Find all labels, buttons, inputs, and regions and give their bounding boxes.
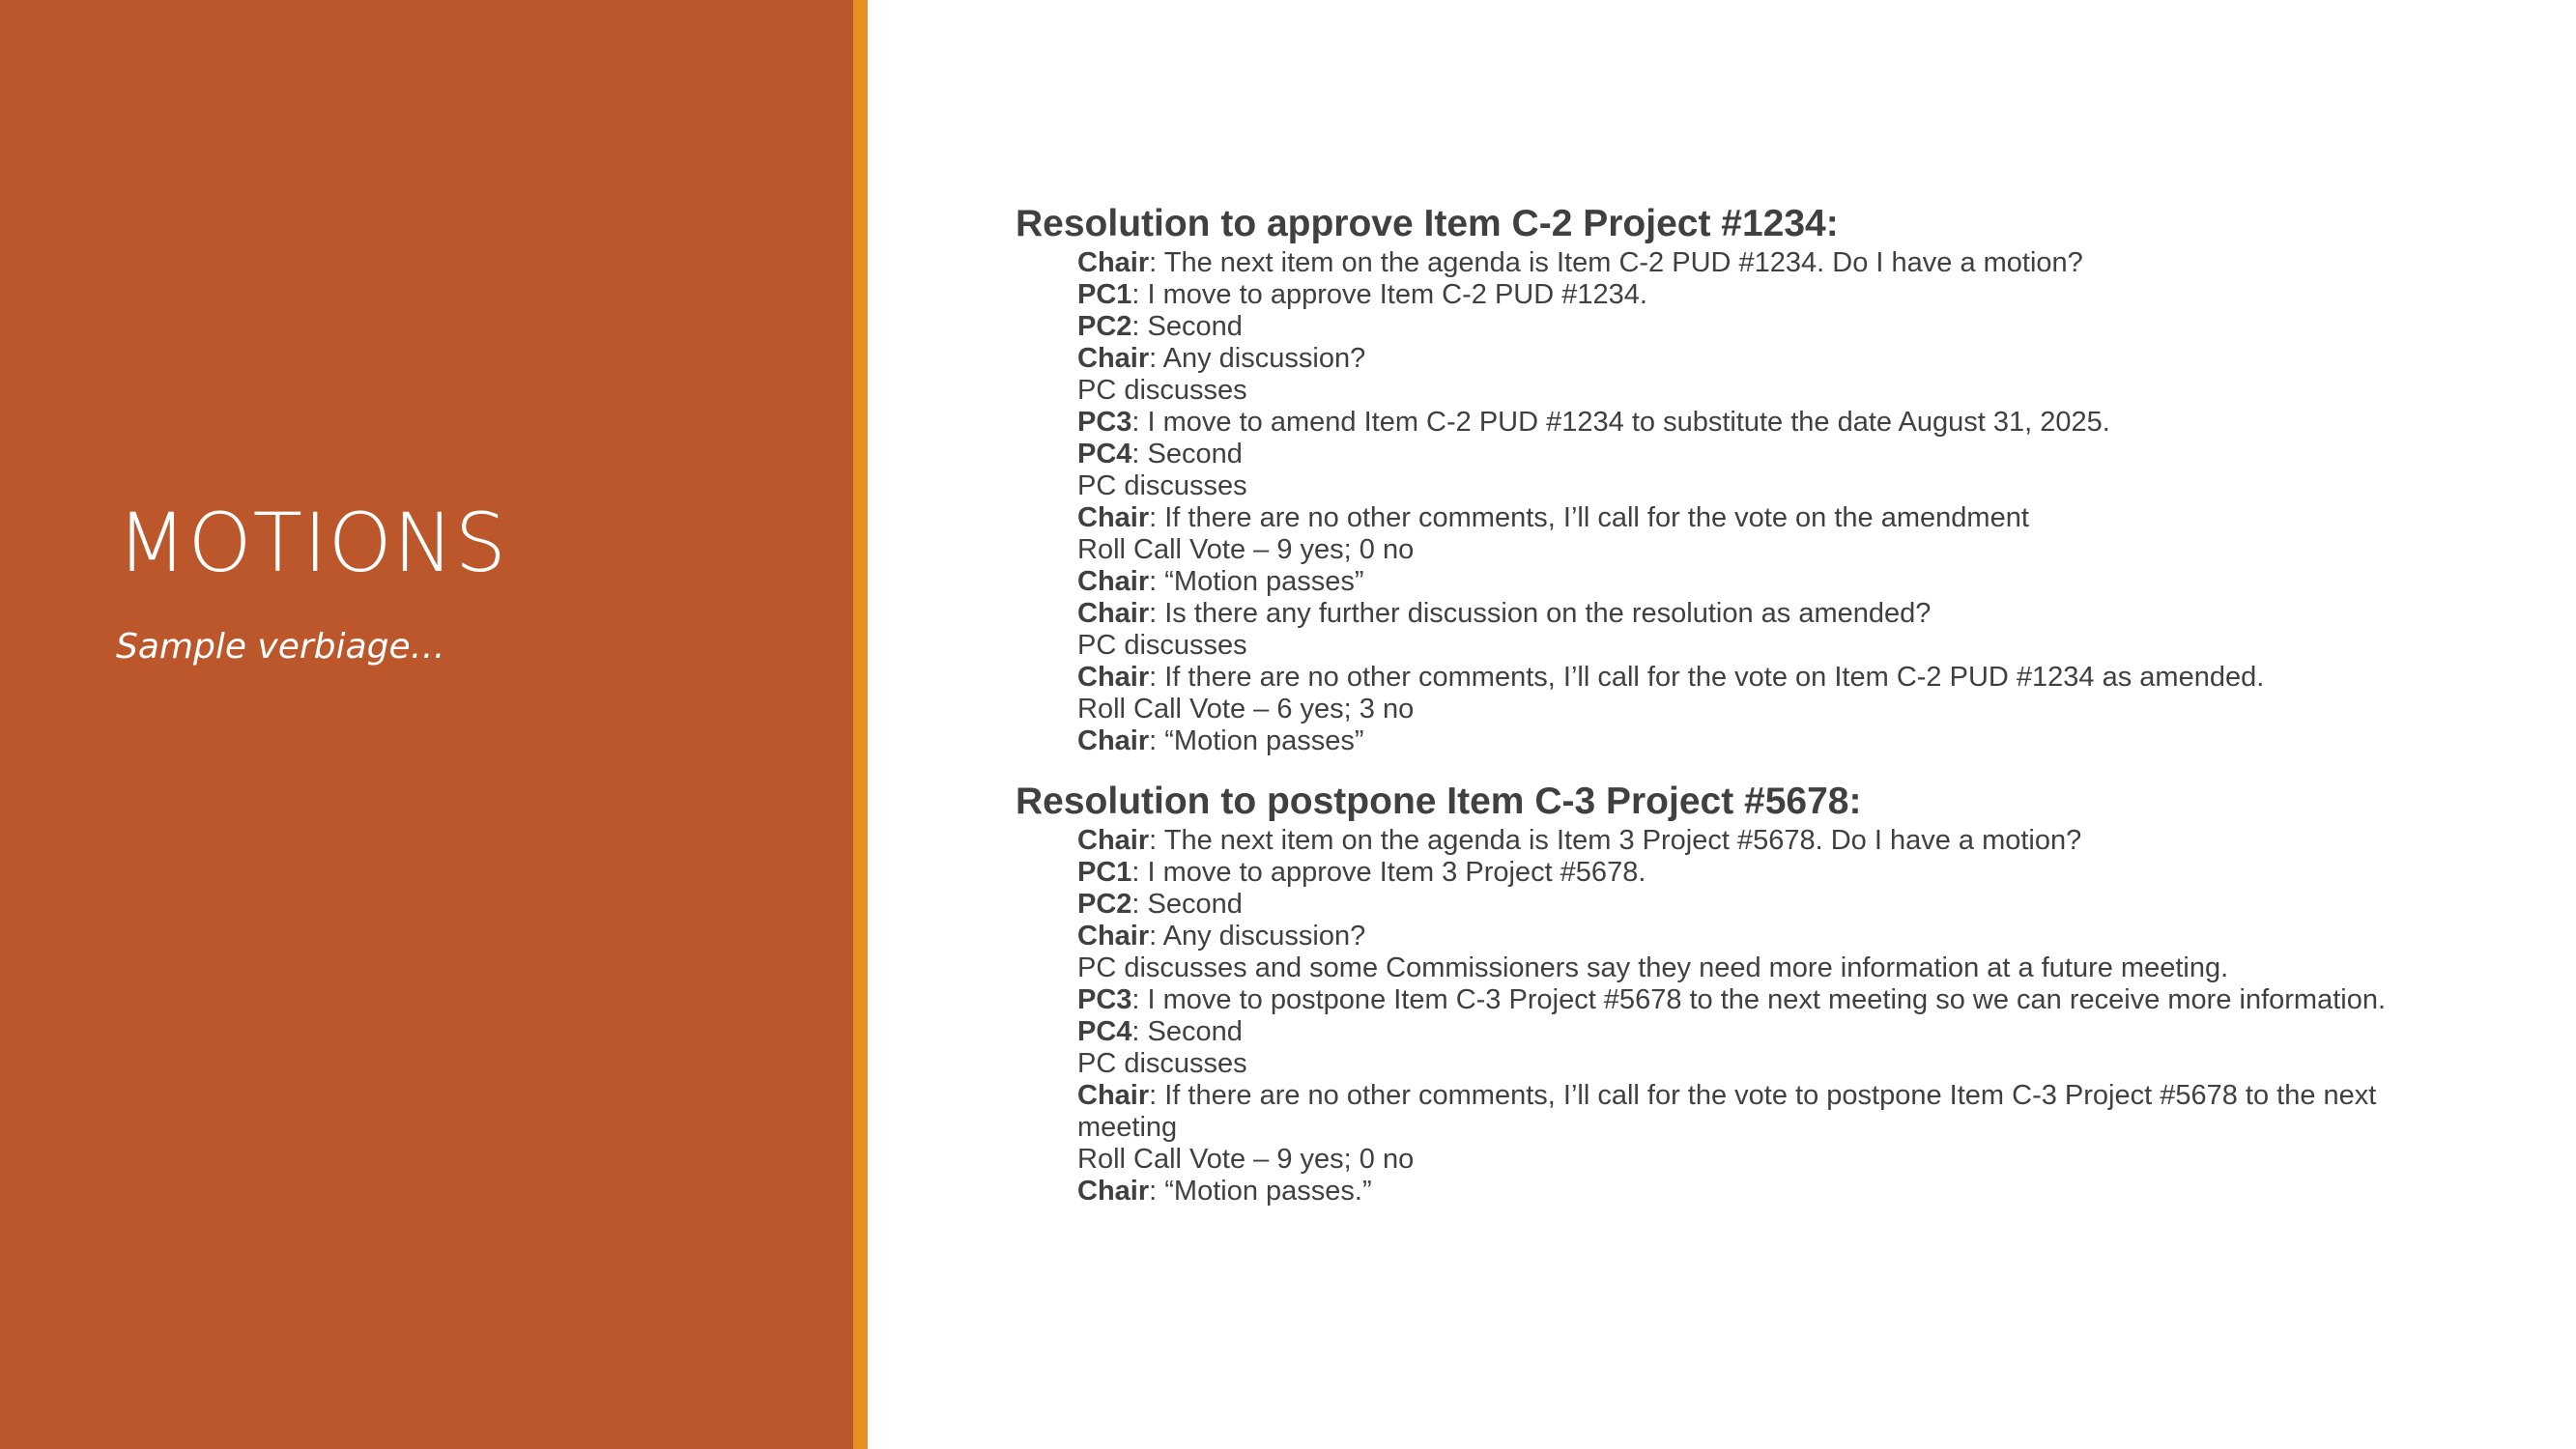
line-text: : I move to approve Item 3 Project #5678. [1131,857,1646,888]
dialogue-line [1077,984,2407,1016]
dialogue-line [1077,247,2407,279]
line-text: : “Motion passes” [1149,566,1364,597]
dialogue-line [1077,1048,2407,1080]
dialogue-list [1016,247,2407,757]
line-text: : Is there any further discussion on the resolution as amended? [1149,598,1932,629]
speaker-label: PC1 [1077,279,1132,310]
speaker-label: Chair [1077,247,1150,278]
dialogue-line [1077,1176,2407,1208]
speaker-label: PC3 [1077,407,1132,438]
line-text: : “Motion passes.” [1149,1176,1372,1207]
dialogue-line [1077,279,2407,311]
dialogue-line [1077,825,2407,857]
slide-content [1016,201,2407,1229]
speaker-label: PC4 [1077,439,1132,469]
dialogue-line [1077,921,2407,952]
dialogue-line [1077,502,2407,534]
line-text: : I move to approve Item C-2 PUD #1234. [1131,279,1647,310]
dialogue-line [1077,343,2407,375]
dialogue-line [1077,470,2407,502]
dialogue-line [1077,534,2407,566]
line-text: PC discusses [1077,375,1247,406]
dialogue-line [1077,662,2407,694]
speaker-label: Chair [1077,502,1150,533]
resolution-block [1016,201,2407,757]
speaker-label: PC2 [1077,311,1132,342]
dialogue-line [1077,1080,2407,1144]
speaker-label: PC4 [1077,1016,1132,1047]
speaker-label: Chair [1077,725,1150,756]
line-text: PC discusses [1077,1048,1247,1079]
speaker-label: Chair [1077,921,1150,952]
dialogue-list [1016,825,2407,1208]
dialogue-line [1077,952,2407,984]
accent-bar [853,0,868,1449]
line-text: Roll Call Vote – 9 yes; 0 no [1077,1144,1415,1175]
line-text: : If there are no other comments, I’ll call for the vote on the amendment [1149,502,2029,533]
resolution-heading: Resolution to approve Item C-2 Project #1234: [1016,203,1839,244]
dialogue-line [1077,566,2407,598]
resolution-block [1016,779,2407,1208]
line-text: : Second [1131,1016,1243,1047]
speaker-label: Chair [1077,598,1150,629]
line-text: : I move to amend Item C-2 PUD #1234 to substitute the date August 31, 2025. [1131,407,2110,438]
line-text: Roll Call Vote – 9 yes; 0 no [1077,534,1415,565]
dialogue-line [1077,407,2407,439]
dialogue-line [1077,694,2407,725]
dialogue-line [1077,889,2407,921]
line-text: PC discusses [1077,630,1247,661]
resolution-heading: Resolution to postpone Item C-3 Project #5678: [1016,781,1862,822]
line-text: : Second [1131,311,1243,342]
dialogue-line [1077,598,2407,630]
speaker-label: PC2 [1077,889,1132,920]
dialogue-line [1077,375,2407,407]
line-text: : Any discussion? [1149,921,1366,952]
speaker-label: Chair [1077,1080,1150,1111]
speaker-label: PC1 [1077,857,1132,888]
speaker-label: PC3 [1077,984,1132,1015]
dialogue-line [1077,311,2407,343]
dialogue-line [1077,439,2407,470]
line-text: PC discusses and some Commissioners say they need more information at a future meeting. [1077,952,2229,983]
line-text: : Second [1131,889,1243,920]
speaker-label: Chair [1077,1176,1150,1207]
slide-subtitle: Sample verbiage… [116,627,445,667]
dialogue-line [1077,1016,2407,1048]
dialogue-line [1077,630,2407,662]
dialogue-line [1077,1144,2407,1176]
speaker-label: Chair [1077,343,1150,374]
speaker-label: Chair [1077,662,1150,693]
line-text: PC discusses [1077,470,1247,501]
line-text: : If there are no other comments, I’ll call for the vote on Item C-2 PUD #1234 as amended. [1149,662,2265,693]
line-text: Roll Call Vote – 6 yes; 3 no [1077,694,1415,724]
line-text: : I move to postpone Item C-3 Project #5678 to the next meeting so we can receive more information. [1131,984,2387,1015]
slide-title: MOTIONS [117,496,507,590]
dialogue-line [1077,725,2407,757]
dialogue-line [1077,857,2407,889]
speaker-label: Chair [1077,825,1150,856]
line-text: : Any discussion? [1149,343,1366,374]
line-text: : The next item on the agenda is Item C-2 PUD #1234. Do I have a motion? [1149,247,2083,278]
line-text: : If there are no other comments, I’ll call for the vote to postpone Item C-3 Project #5678 to the next meeting [1077,1080,2377,1143]
speaker-label: Chair [1077,566,1150,597]
title-panel [0,0,853,1449]
line-text: : Second [1131,439,1243,469]
line-text: : The next item on the agenda is Item 3 Project #5678. Do I have a motion? [1149,825,2082,856]
line-text: : “Motion passes” [1149,725,1364,756]
